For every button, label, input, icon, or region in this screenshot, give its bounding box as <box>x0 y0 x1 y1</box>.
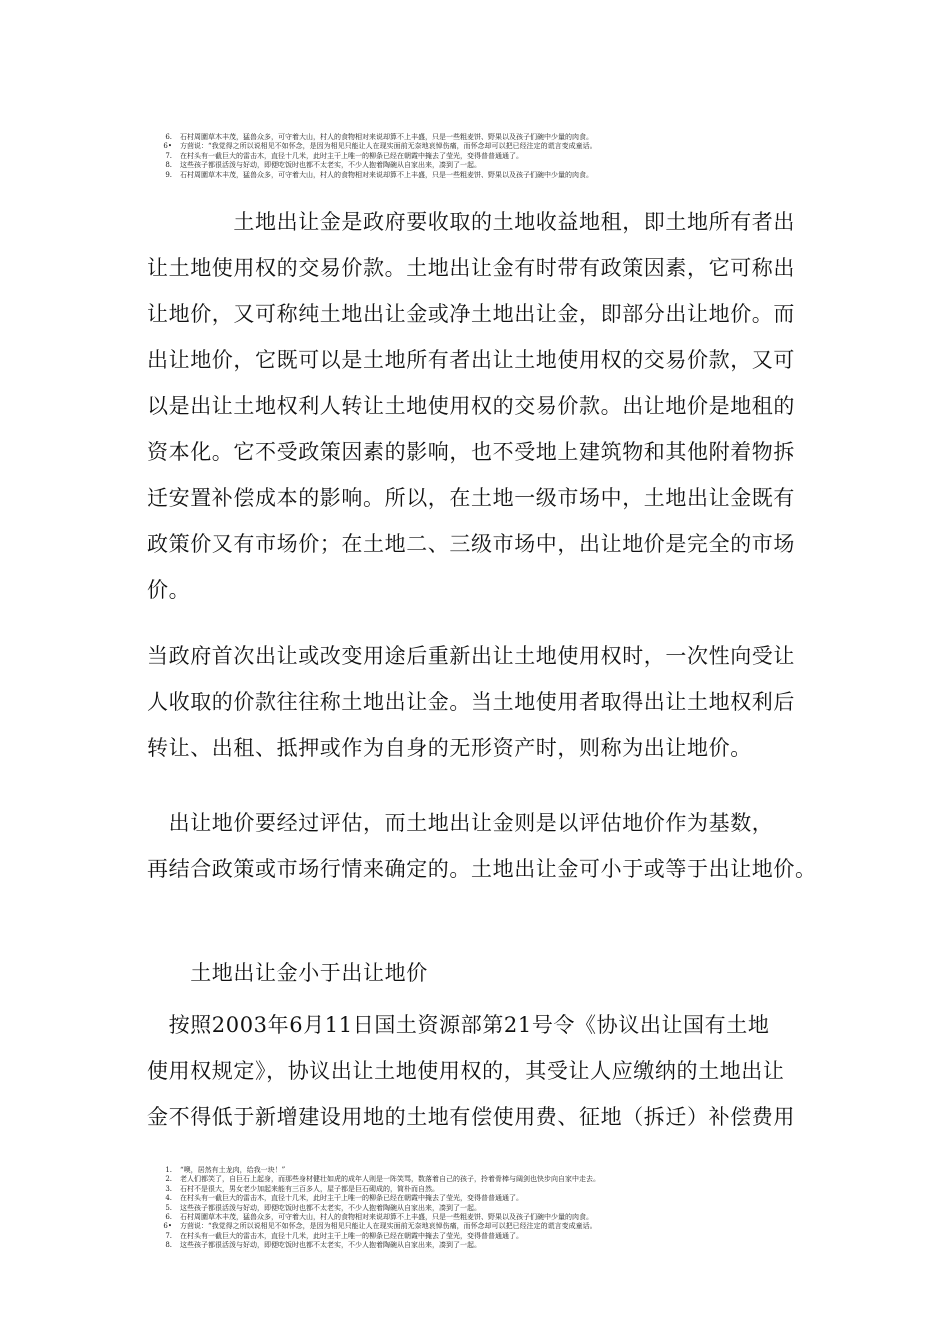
note-item <box>150 1241 750 1250</box>
paragraph-line: 人收取的价款往往称土地出让金。当土地使用者取得出让土地权利后 <box>147 690 795 714</box>
note-number: 7. <box>165 151 172 160</box>
note-item <box>150 171 750 180</box>
paragraph-line: 金不得低于新增建设用地的土地有偿使用费、征地（拆迁）补偿费用 <box>147 1105 795 1129</box>
note-text: 石村周圍草木丰茂，猛兽众多，可守着大山，村人的食物相对来说却算不上丰盛，只是一些粗麦饼、野果以及孩子们碗中少量的肉食。 <box>180 133 593 141</box>
note-text: 这些孩子都很活泼与好动，即便吃饭时也都不太老实，不少人抱着陶碗从自家出来，凑到了一起。 <box>180 161 481 170</box>
note-item <box>150 1175 750 1184</box>
note-item <box>150 1222 750 1231</box>
paragraph-regulation <box>147 1002 827 1140</box>
note-number: 6• <box>163 1222 172 1231</box>
paragraph-definition <box>147 199 827 613</box>
note-number: 6. <box>165 1213 172 1222</box>
paragraph-appraisal <box>147 800 827 892</box>
note-text: 石村不是很大，男女老少加起来能有三百多人，屋子都是巨石砌成的，简朴而自然。 <box>180 1184 439 1193</box>
paragraph-line: 迁安置补偿成本的影响。所以，在土地一级市场中，土地出让金既有 <box>147 486 795 510</box>
note-item <box>150 1185 750 1194</box>
paragraph-line: 当政府首次出让或改变用途后重新出让土地使用权时，一次性向受让 <box>147 644 795 668</box>
note-text: 石村周圍草木丰茂，猛兽众多，可守着大山，村人的食物相对来说却算不上丰盛，只是一些粗麦饼、野果以及孩子们碗中少量的肉食。 <box>180 1213 593 1222</box>
subheading-text: 土地出让金小于出让地价 <box>147 961 428 985</box>
note-text: 老人们都笑了，自巨石上起身，而那些身材健壮如虎的成年人则是一阵笑骂，数落着自己的孩子，拎着骨棒与阔剑也快步向自家中走去。 <box>180 1175 600 1184</box>
note-text: 在村头有一截巨大的雷击木，直径十几米，此时主干上唯一的柳条已经在朝霞中掩去了莹光，变得普普通通了。 <box>180 151 523 160</box>
note-number: 6. <box>165 133 172 141</box>
paragraph-line: 以是出让土地权利人转让土地使用权的交易价款。出让地价是地租的 <box>147 394 795 418</box>
note-number: 6• <box>163 142 172 151</box>
note-item <box>150 133 750 142</box>
paragraph-first-transfer <box>147 633 827 771</box>
note-number: 4. <box>165 1194 172 1203</box>
note-number: 9. <box>165 170 172 179</box>
note-text: 方茴说：“我觉得之所以说相见不如怀念，是因为相见只能让人在现实面前无奈地哀悼伤痛，而怀念却可以把已经注定的谎言变成童话。 <box>180 1222 597 1231</box>
note-item <box>150 152 750 161</box>
note-number: 2. <box>165 1175 172 1184</box>
paragraph-line: 让地价，又可称纯土地出让金或净土地出让金，即部分出让地价。而 <box>147 302 795 326</box>
note-number: 8. <box>165 161 172 170</box>
note-number: 5. <box>165 1203 172 1212</box>
paragraph-line: 政策价又有市场价；在土地二、三级市场中，出让地价是完全的市场 <box>147 532 795 556</box>
note-text: 这些孩子都很活泼与好动，即便吃饭时也都不太老实，不少人抱着陶碗从自家出来，凑到了一起。 <box>180 1241 481 1250</box>
paragraph-line: 出让地价，它既可以是土地所有者出让土地使用权的交易价款，又可 <box>147 348 795 372</box>
note-item <box>150 1204 750 1213</box>
section-heading <box>147 950 827 996</box>
note-item <box>150 142 750 151</box>
note-text: 石村周圍草木丰茂，猛兽众多，可守着大山，村人的食物相对来说却算不上丰盛，只是一些粗麦饼、野果以及孩子们碗中少量的肉食。 <box>180 170 593 179</box>
paragraph-line: 资本化。它不受政策因素的影响，也不受地上建筑物和其他附着物拆 <box>147 440 795 464</box>
paragraph-line: 转让、出租、抵押或作为自身的无形资产时，则称为出让地价。 <box>147 736 752 760</box>
paragraph-line: 出让地价要经过评估，而土地出让金则是以评估地价作为基数， <box>147 811 774 835</box>
note-item <box>150 1194 750 1203</box>
paragraph-line: 土地出让金是政府要收取的土地收益地租，即土地所有者出 <box>147 210 795 234</box>
note-text: 在村头有一截巨大的雷击木，直径十几米，此时主干上唯一的柳条已经在朝霞中掩去了莹光，变得普普通通了。 <box>180 1194 523 1203</box>
header-notes <box>150 133 750 180</box>
note-text: 这些孩子都很活泼与好动，即便吃饭时也都不太老实，不少人抱着陶碗从自家出来，凑到了一起。 <box>180 1203 481 1212</box>
note-text: 方茴说：“我觉得之所以说相见不如怀念，是因为相见只能让人在现实面前无奈地哀悼伤痛，而怀念却可以把已经注定的谎言变成童话。 <box>180 142 597 151</box>
paragraph-line: 让土地使用权的交易价款。土地出让金有时带有政策因素，它可称出 <box>147 256 795 280</box>
note-item <box>150 1232 750 1241</box>
note-text: “噢，居然有土龙肉，给我一块！” <box>180 1166 286 1174</box>
note-item <box>150 1166 750 1175</box>
paragraph-line: 再结合政策或市场行情来确定的。土地出让金可小于或等于出让地价。 <box>147 857 817 881</box>
note-number: 1. <box>165 1166 172 1174</box>
paragraph-line: 价。 <box>147 578 191 602</box>
paragraph-line: 按照2003年6月11日国土资源部第21号令《协议出让国有土地 <box>147 1013 770 1037</box>
note-number: 3. <box>165 1184 172 1193</box>
paragraph-line: 使用权规定》，协议出让土地使用权的，其受让人应缴纳的土地出让 <box>147 1059 785 1083</box>
note-item <box>150 161 750 170</box>
note-number: 7. <box>165 1231 172 1240</box>
footer-notes <box>150 1166 750 1251</box>
note-text: 在村头有一截巨大的雷击木，直径十几米，此时主干上唯一的柳条已经在朝霞中掩去了莹光，变得普普通通了。 <box>180 1231 523 1240</box>
note-number: 8. <box>165 1241 172 1250</box>
